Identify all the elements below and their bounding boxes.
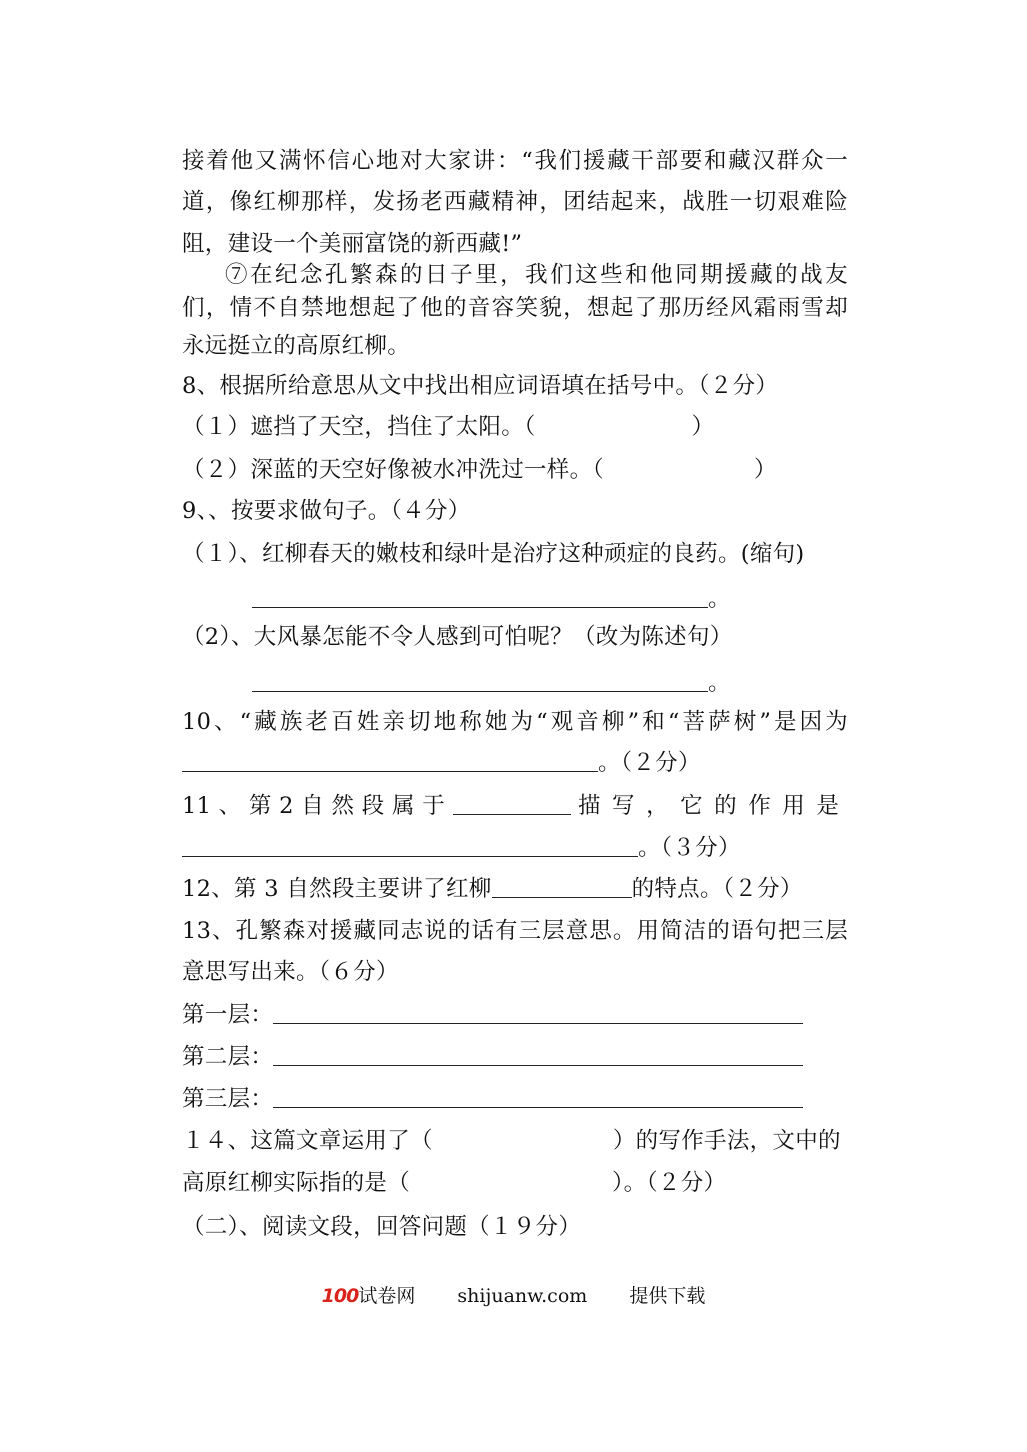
question-9-stem: 9、、按要求做句子。（４分） bbox=[182, 498, 471, 524]
page-footer bbox=[0, 1282, 1027, 1310]
footer-note: 提供下载 bbox=[629, 1285, 706, 1307]
q9-answer1-end: 。 bbox=[708, 586, 731, 612]
q8-item1-text: （１）遮挡了天空，挡住了太阳。（ bbox=[182, 414, 536, 440]
q11-blank[interactable] bbox=[453, 792, 571, 815]
q9-answer2-end: 。 bbox=[708, 670, 731, 696]
section-2-heading: （二）、阅读文段，回答问题（１９分） bbox=[182, 1214, 582, 1240]
question-11-answer bbox=[182, 833, 848, 863]
question-12 bbox=[182, 874, 848, 904]
question-9-answer-1 bbox=[182, 584, 848, 614]
passage-line-6: 永远挺立的高原红柳。 bbox=[182, 333, 411, 359]
question-13-layer-2 bbox=[182, 1042, 848, 1072]
q13-layer2-line[interactable] bbox=[273, 1043, 803, 1066]
site-logo: 100 bbox=[321, 1285, 359, 1307]
q10-answer-end: 。（２分） bbox=[598, 750, 701, 776]
q12-blank[interactable] bbox=[492, 875, 632, 898]
q14-line2-suffix: ）。（２分） bbox=[612, 1170, 727, 1196]
q11-answer-line[interactable] bbox=[182, 834, 638, 857]
passage-line-1: 接着他又满怀信心地对大家讲：“我们援藏干部要和藏汉群众一 bbox=[182, 148, 848, 174]
question-9-answer-2 bbox=[182, 668, 848, 698]
q10-answer-line[interactable] bbox=[182, 749, 598, 772]
q12-suffix: 的特点。（２分） bbox=[631, 876, 803, 902]
question-10-stem: 10、“藏族老百姓亲切地称她为“观音柳”和“菩萨树”是因为 bbox=[182, 709, 848, 735]
question-11-stem bbox=[182, 791, 848, 821]
passage-line-3: 阻，建设一个美丽富饶的新西藏!” bbox=[182, 231, 523, 257]
q13-layer2-label: 第二层： bbox=[182, 1044, 274, 1070]
passage-line-5: 们，情不自禁地想起了他的音容笑貌，想起了那历经风霜雨雪却 bbox=[182, 295, 848, 321]
question-9-item-2: （2）、大风暴怎能不令人感到可怕呢？（改为陈述句） bbox=[182, 624, 733, 650]
passage-line-2: 道，像红柳那样，发扬老西藏精神，团结起来，战胜一切艰难险 bbox=[182, 189, 848, 215]
q9-answer2-line[interactable] bbox=[252, 669, 708, 692]
q13-layer1-line[interactable] bbox=[273, 1001, 803, 1024]
footer-site-name: 试卷网 bbox=[358, 1285, 416, 1307]
question-8-item-2 bbox=[182, 455, 848, 485]
question-8-stem: 8、根据所给意思从文中找出相应词语填在括号中。（２分） bbox=[182, 373, 779, 399]
question-13-stem-2: 意思写出来。（６分） bbox=[182, 959, 399, 985]
question-13-layer-1 bbox=[182, 1000, 848, 1030]
question-13-layer-3 bbox=[182, 1084, 848, 1114]
question-9-item-1: （１）、红柳春天的嫩枝和绿叶是治疗这种顽症的良药。(缩句) bbox=[182, 541, 805, 567]
passage-paragraph-7: ⑦在纪念孔繁森的日子里，我们这些和他同期援藏的战友 bbox=[225, 262, 848, 288]
q9-answer1-line[interactable] bbox=[252, 585, 708, 608]
q8-item1-close: ） bbox=[691, 414, 715, 440]
q13-layer1-label: 第一层： bbox=[182, 1002, 274, 1028]
q13-layer3-label: 第三层： bbox=[182, 1086, 274, 1112]
q13-layer3-line[interactable] bbox=[273, 1085, 803, 1108]
question-14-line-2 bbox=[182, 1168, 848, 1198]
q8-item2-text: （２）深蓝的天空好像被水冲洗过一样。（ bbox=[182, 457, 604, 483]
q11-answer-end: 。（３分） bbox=[638, 835, 741, 861]
q8-item2-close: ） bbox=[753, 457, 777, 483]
q11-part1: 11 、 第 2 自 然 段 属 于 bbox=[182, 793, 446, 819]
q14-line1-suffix: ）的写作手法，文中的 bbox=[612, 1128, 841, 1154]
q14-line2-prefix: 高原红柳实际指的是（ bbox=[182, 1170, 411, 1196]
question-13-stem: 13、孔繁森对援藏同志说的话有三层意思。用简洁的语句把三层 bbox=[182, 918, 848, 944]
question-14-line-1 bbox=[182, 1126, 848, 1156]
question-8-item-1 bbox=[182, 412, 848, 442]
q11-part2: 描 写 ， 它 的 作 用 是 bbox=[577, 793, 842, 819]
q12-prefix: 12、第 3 自然段主要讲了红柳 bbox=[182, 876, 492, 902]
q14-line1-prefix: １４、这篇文章运用了（ bbox=[182, 1128, 433, 1154]
question-10-answer bbox=[182, 748, 848, 778]
footer-domain-link[interactable]: shijuanw.com bbox=[457, 1285, 588, 1307]
footer-brand bbox=[322, 1282, 416, 1310]
